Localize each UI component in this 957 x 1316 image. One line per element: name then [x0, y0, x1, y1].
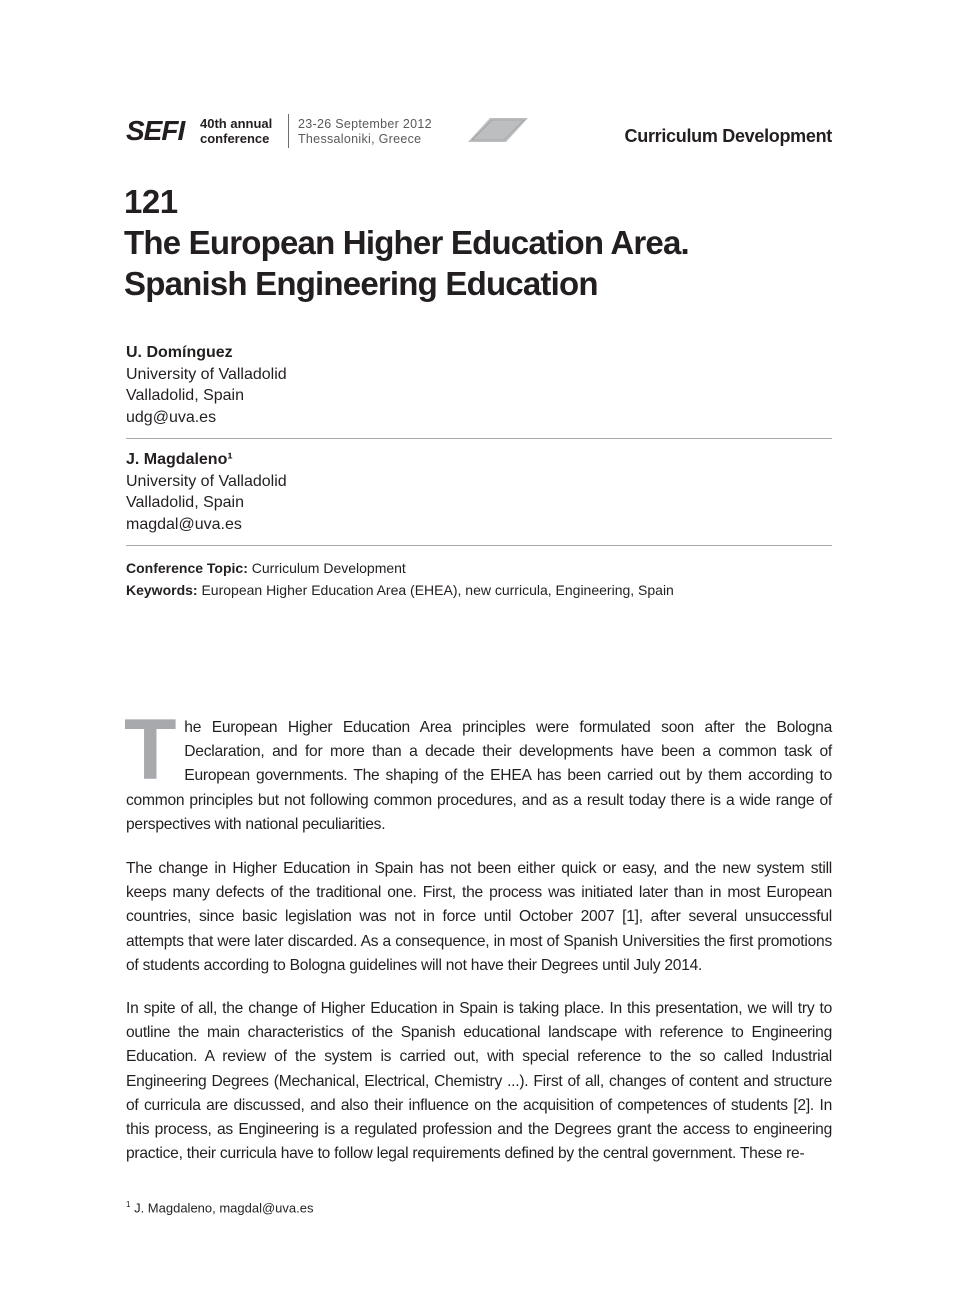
author-affiliation: University of Valladolid — [126, 365, 287, 383]
dropcap: T — [124, 702, 177, 798]
sefi-logo — [126, 116, 190, 144]
author-name: U. Domínguez — [126, 344, 233, 361]
dates-text: 23-26 September 2012 — [298, 117, 432, 131]
body-paragraph-3: In spite of all, the change of Higher Education in Spain is taking place. In this presentation, we will try to outline the main characteristics of the Spanish educational landscape with reference to Engineering Education. A review of the system is carried out, with special reference to the so called Industrial Engineering Degrees (Mechanical, Electrical, Chemistry ...). First of all, changes of content and structure of curricula are discussed, and also their influence on the acquisition of competences of students [2]. In this process, as Engineering is a regulated profession and the Degrees grant the access to engineering practice, their curricula have to follow legal requirements defined by the central government. These re- — [126, 1000, 832, 1163]
topic-value: Curriculum Development — [251, 560, 406, 576]
keywords — [126, 579, 832, 601]
decorative-stripe — [468, 118, 528, 142]
body-paragraph-1 — [124, 702, 832, 837]
location-text: Thessaloniki, Greece — [298, 132, 422, 146]
svg-text:SEFI: SEFI — [126, 116, 185, 144]
topic-label: Conference Topic: — [126, 560, 248, 576]
paper-title — [124, 222, 844, 304]
author-location: Valladolid, Spain — [126, 494, 245, 511]
section-label: Curriculum Development — [624, 126, 832, 146]
meta-divider — [126, 545, 832, 546]
paper-meta — [126, 557, 832, 601]
author-1 — [126, 342, 832, 428]
conference-dates — [298, 117, 432, 147]
paper-number: 121 — [124, 183, 178, 220]
edition-line: 40th annual — [200, 116, 273, 131]
title-line-2: Spanish Engineering Education — [124, 265, 598, 302]
header-divider — [288, 114, 289, 148]
author-email: magdal@uva.es — [126, 515, 242, 533]
footnote — [126, 1196, 314, 1217]
author-2 — [126, 449, 832, 535]
footnote-text: J. Magdaleno, magdal@uva.es — [134, 1200, 314, 1216]
edition-line-2: conference — [200, 131, 270, 146]
conference-topic — [126, 557, 832, 579]
conference-header — [126, 114, 832, 152]
paragraph-text: he European Higher Education Area principles were formulated soon after the Bologna Declaration, and for more than a decade their developments have been a common task of European governments. The shaping of the EHEA has been carried out by them according to common principles but not following common procedures, and as a result today there is a wide range of perspectives with national peculiarities. — [126, 719, 832, 833]
keywords-label: Keywords: — [126, 582, 198, 598]
author-email: udg@uva.es — [126, 408, 217, 426]
conference-edition — [200, 116, 272, 146]
author-divider — [126, 438, 832, 439]
author-affiliation: University of Valladolid — [126, 472, 287, 490]
footnote-mark: 1 — [126, 1200, 131, 1209]
author-name: J. Magdaleno¹ — [126, 451, 233, 468]
author-location: Valladolid, Spain — [126, 387, 245, 404]
keywords-value: European Higher Education Area (EHEA), new curricula, Engineering, Spain — [201, 582, 674, 598]
body-paragraph-2: The change in Higher Education in Spain has not been either quick or easy, and the new system still keeps many defects of the traditional one. First, the process was initiated later than in most European countries, since basic legislation was not in force until October 2007 [1], after several unsuccessful attempts that were later discarded. As a consequence, in most of Spanish Universities the first promotions of students according to Bologna guidelines will not have their Degrees until July 2014. — [126, 860, 832, 974]
title-line-1: The European Higher Education Area. — [124, 224, 689, 261]
